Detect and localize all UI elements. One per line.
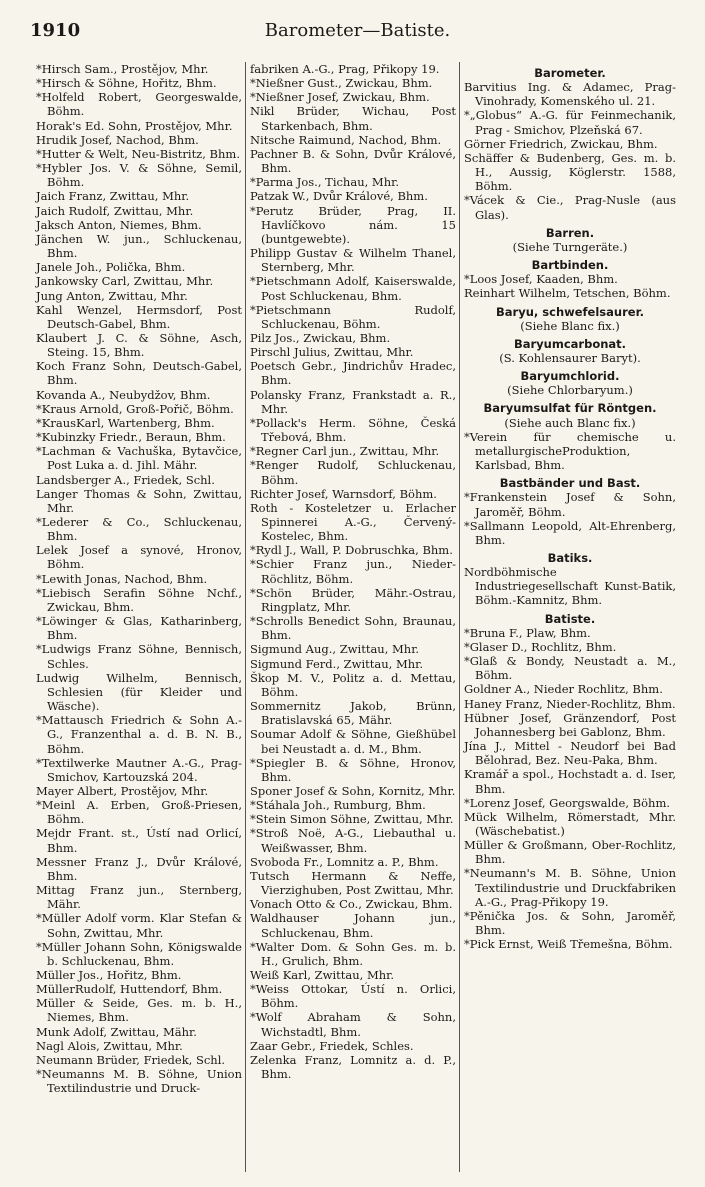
directory-entry: Koch Franz Sohn, Deutsch-Gabel, Bhm.: [36, 359, 242, 388]
column-3: [464, 62, 676, 951]
directory-entry: *KrausKarl, Wartenberg, Bhm.: [36, 415, 215, 430]
directory-entry: *Lewith Jonas, Nachod, Bhm.: [36, 571, 208, 586]
directory-entry: *Pollack's Herm. Söhne, Česká Třebová, Bhm.: [250, 415, 456, 445]
page-number: 1910: [30, 20, 81, 41]
directory-entry: Mejdr Frant. st., Ústí nad Orlicí, Bhm.: [36, 826, 242, 855]
directory-entry: *Regner Carl jun., Zwittau, Mhr.: [250, 444, 440, 459]
page-header: [30, 20, 685, 46]
directory-entry: *Frankenstein Josef & Sohn, Jaroměř, Böhm.: [464, 490, 676, 519]
directory-entry: *Holfeld Robert, Georgeswalde, Böhm.: [36, 90, 242, 119]
directory-entry: Kramář a spol., Hochstadt a. d. Iser, Bhm.: [464, 767, 676, 796]
directory-entry: Langer Thomas & Sohn, Zwittau, Mhr.: [36, 486, 242, 515]
cross-reference: (S. Kohlensaurer Baryt).: [499, 350, 641, 365]
directory-entry: *Lederer & Co., Schluckenau, Bhm.: [36, 515, 242, 544]
directory-entry: *Lorenz Josef, Georgswalde, Böhm.: [464, 795, 671, 810]
column-divider: [459, 62, 460, 1172]
directory-entry: *Kubinzky Friedr., Beraun, Bhm.: [36, 430, 226, 445]
directory-entry: Roth - Kosteletzer u. Erlacher Spinnerei A.-G., Červený-Kostelec, Bhm.: [250, 500, 456, 544]
directory-entry: Haney Franz, Nieder-Rochlitz, Bhm.: [464, 696, 676, 711]
directory-entry: *Pěnička Jos. & Sohn, Jaroměř, Bhm.: [464, 908, 676, 938]
directory-entry: Klaubert J. C. & Söhne, Asch, Steing. 15, Bhm.: [36, 330, 242, 360]
directory-entry: Messner Franz J., Dvůr Králové, Bhm.: [36, 854, 242, 883]
directory-entry: *Ludwigs Franz Söhne, Bennisch, Schles.: [36, 642, 242, 671]
cross-reference: (Siehe Blanc fix.): [520, 318, 620, 333]
directory-entry: Müller Jos., Hořitz, Bhm.: [36, 968, 182, 982]
directory-entry: Soumar Adolf & Söhne, Gießhübel bei Neustadt a. d. M., Bhm.: [250, 727, 456, 756]
directory-entry: *Mattausch Friedrich & Sohn A.-G., Franzenthal a. d. B. N. B., Böhm.: [36, 713, 242, 756]
directory-entry: Sigmund Aug., Zwittau, Mhr.: [250, 642, 420, 657]
directory-entry: Nordböhmische Industriegesellschaft Kunst-Batik, Böhm.-Kamnitz, Bhm.: [464, 565, 676, 608]
directory-entry: MüllerRudolf, Huttendorf, Bhm.: [36, 982, 223, 997]
directory-entry: Mittag Franz jun., Sternberg, Mähr.: [36, 883, 242, 912]
directory-entry: *Glaß & Bondy, Neustadt a. M., Böhm.: [464, 654, 676, 683]
section-heading: Bastbänder und Bast.: [499, 476, 641, 491]
directory-entry: *„Globus“ A.-G. für Feinmechanik, Prag - Smichov, Plzeňská 67.: [464, 108, 676, 137]
section-heading: Baryumsulfat für Röntgen.: [483, 401, 657, 416]
directory-entry: Tutsch Hermann & Neffe, Vierzighuben, Post Zwittau, Mhr.: [250, 868, 456, 898]
directory-entry: Kovanda A., Neubydžov, Bhm.: [36, 387, 211, 402]
section-heading: Baryumcarbonat.: [513, 336, 627, 351]
column-divider: [245, 62, 246, 1172]
section-heading: Baryumchlorid.: [520, 369, 620, 384]
directory-entry: *Hutter & Welt, Neu-Bistritz, Bhm.: [36, 146, 240, 161]
directory-entry: Vonach Otto & Co., Zwickau, Bhm.: [250, 897, 453, 912]
directory-entry: *Hybler Jos. V. & Söhne, Semil, Böhm.: [36, 161, 242, 190]
directory-entry: *Stáhala Joh., Rumburg, Bhm.: [250, 798, 426, 813]
directory-entry: *Liebisch Serafin Söhne Nchf., Zwickau, Bhm.: [36, 585, 242, 614]
directory-entry: *Loos Josef, Kaaden, Bhm.: [464, 272, 618, 287]
section-heading: Baryu, schwefelsaurer.: [496, 304, 644, 319]
directory-entry: Hrudik Josef, Nachod, Bhm.: [36, 132, 199, 147]
directory-entry: *Hirsch Sam., Prostějov, Mhr.: [36, 62, 209, 76]
directory-entry: *Renger Rudolf, Schluckenau, Böhm.: [250, 458, 456, 487]
directory-entry: Richter Josef, Warnsdorf, Böhm.: [250, 486, 437, 501]
directory-entry: Mück Wilhelm, Römerstadt, Mhr. (Wäschebatist.): [464, 809, 676, 838]
directory-entry: *Meinl A. Erben, Groß-Priesen, Böhm.: [36, 798, 242, 827]
section-heading: Batiste.: [544, 611, 596, 626]
directory-entry: *Hirsch & Söhne, Hořitz, Bhm.: [36, 76, 217, 91]
directory-entry: *Löwinger & Glas, Katharinberg, Bhm.: [36, 614, 242, 643]
directory-entry: Zelenka Franz, Lomnitz a. d. P., Bhm.: [250, 1052, 456, 1082]
directory-entry: Jaksch Anton, Niemes, Bhm.: [36, 217, 202, 232]
directory-entry: Kahl Wenzel, Hermsdorf, Post Deutsch-Gabel, Bhm.: [36, 302, 242, 331]
directory-entry: *Neumann's M. B. Söhne, Union Textilindustrie und Druckfabriken A.-G., Prag-Přikopy 19.: [464, 866, 676, 909]
directory-entry: *Spiegler B. & Söhne, Hronov, Bhm.: [250, 755, 456, 784]
directory-entry: *Bruna F., Plaw, Bhm.: [464, 625, 591, 640]
directory-entry: Neumann Brüder, Friedek, Schl.: [36, 1052, 226, 1067]
directory-entry: Jaich Franz, Zwittau, Mhr.: [36, 189, 190, 204]
directory-entry: Nikl Brüder, Wichau, Post Starkenbach, Bhm.: [250, 104, 456, 133]
directory-entry: *Pietschmann Adolf, Kaiserswalde, Post Schluckenau, Bhm.: [250, 274, 456, 303]
directory-entry: *Wolf Abraham & Sohn, Wichstadtl, Bhm.: [250, 1010, 456, 1039]
directory-entry: Patzak W., Dvůr Králové, Bhm.: [250, 189, 428, 204]
directory-entry: Sommernitz Jakob, Brünn, Bratislavská 65, Mähr.: [250, 699, 456, 728]
running-title: Barometer—Batiste.: [264, 20, 451, 41]
directory-entry: Mayer Albert, Prostějov, Mhr.: [36, 783, 209, 798]
directory-entry: Horak's Ed. Sohn, Prostějov, Mhr.: [36, 118, 233, 133]
directory-entry: Jankowsky Carl, Zwittau, Mhr.: [36, 274, 214, 289]
directory-entry: *Schrolls Benedict Sohn, Braunau, Bhm.: [250, 614, 456, 643]
directory-entry: Škop M. V., Politz a. d. Mettau, Böhm.: [250, 670, 456, 699]
directory-entry: *Neumanns M. B. Söhne, Union Textilindustrie und Druck-: [36, 1067, 242, 1096]
directory-entry: *Nießner Josef, Zwickau, Bhm.: [250, 90, 430, 105]
directory-entry: Jína J., Mittel - Neudorf bei Bad Bělohrad, Bez. Neu-Paka, Bhm.: [464, 739, 676, 768]
directory-entry: Müller & Großmann, Ober-Rochlitz, Bhm.: [464, 838, 676, 867]
directory-entry: *Textilwerke Mautner A.-G., Prag-Smichov, Kartouzská 204.: [36, 755, 242, 784]
directory-entry: Janele Joh., Polička, Bhm.: [36, 260, 186, 275]
directory-entry: *Parma Jos., Tichau, Mhr.: [250, 175, 399, 190]
directory-entry: Poetsch Gebr., Jindrichův Hradec, Bhm.: [250, 359, 456, 388]
directory-entry: Lelek Josef a synové, Hronov, Böhm.: [36, 543, 242, 572]
directory-entry: Hübner Josef, Gränzendorf, Post Johannesberg bei Gablonz, Bhm.: [464, 710, 676, 739]
directory-entry: *Glaser D., Rochlitz, Bhm.: [464, 639, 617, 654]
directory-entry: *Sallmann Leopold, Alt-Ehrenberg, Bhm.: [464, 518, 676, 547]
directory-entry: *Kraus Arnold, Groß-Pořič, Böhm.: [36, 401, 234, 416]
directory-entry: *Pietschmann Rudolf, Schluckenau, Böhm.: [250, 302, 456, 331]
directory-entry: *Pick Ernst, Weiß Třemešna, Böhm.: [464, 937, 673, 952]
directory-entry: *Vácek & Cie., Prag-Nusle (aus Glas).: [464, 193, 676, 222]
directory-entry: *Perutz Brüder, Prag, II. Havlíčkovo nám. 15 (buntgewebte).: [250, 203, 456, 246]
directory-entry: *Schön Brüder, Mähr.-Ostrau, Ringplatz, Mhr.: [250, 585, 456, 614]
directory-entry: *Verein für chemische u. metallurgischeProduktion, Karlsbad, Bhm.: [464, 429, 676, 473]
directory-entry: Jänchen W. jun., Schluckenau, Bhm.: [36, 231, 242, 261]
directory-entry: *Stein Simon Söhne, Zwittau, Mhr.: [250, 812, 454, 827]
section-heading: Bartbinden.: [531, 258, 609, 273]
directory-entry: Landsberger A., Friedek, Schl.: [36, 472, 215, 487]
directory-entry: *Weiss Ottokar, Ústí n. Orlici, Böhm.: [250, 982, 456, 1011]
directory-entry: Nitsche Raimund, Nachod, Bhm.: [250, 132, 442, 147]
directory-entry: fabriken A.-G., Prag, Přikopy 19.: [250, 62, 440, 76]
cross-reference: (Siehe Turngeräte.): [512, 239, 628, 254]
directory-entry: Pachner B. & Sohn, Dvůr Králové, Bhm.: [250, 146, 456, 176]
directory-entry: Barvitius Ing. & Adamec, Prag-Vinohrady, Komenského ul. 21.: [464, 80, 676, 109]
directory-entry: Goldner A., Nieder Rochlitz, Bhm.: [464, 682, 663, 697]
directory-entry: *Schier Franz jun., Nieder-Röchlitz, Böhm.: [250, 557, 456, 586]
directory-entry: Philipp Gustav & Wilhelm Thanel, Sternberg, Mhr.: [250, 246, 456, 275]
directory-entry: Jung Anton, Zwittau, Mhr.: [36, 288, 188, 303]
directory-entry: *Nießner Gust., Zwickau, Bhm.: [250, 76, 433, 91]
directory-entry: Sigmund Ferd., Zwittau, Mhr.: [250, 656, 424, 671]
directory-entry: *Müller Adolf vorm. Klar Stefan & Sohn, Zwittau, Mhr.: [36, 911, 242, 940]
directory-entry: Pirschl Julius, Zwittau, Mhr.: [250, 345, 414, 360]
directory-entry: Svoboda Fr., Lomnitz a. P., Bhm.: [250, 854, 439, 869]
directory-entry: Görner Friedrich, Zwickau, Bhm.: [464, 136, 658, 151]
directory-entry: *Stroß Noë, A-G., Liebauthal u. Weißwasser, Bhm.: [250, 826, 456, 855]
directory-entry: *Lachman & Vachuška, Bytavčice, Post Luka a. d. Jihl. Mähr.: [36, 444, 242, 473]
directory-entry: Schäffer & Budenberg, Ges. m. b. H., Aussig, Köglerstr. 1588, Böhm.: [464, 150, 676, 194]
cross-reference: (Siehe Chlorbaryum.): [507, 383, 633, 398]
directory-entry: Jaich Rudolf, Zwittau, Mhr.: [36, 203, 194, 218]
directory-entry: *Rydl J., Wall, P. Dobruschka, Bhm.: [250, 543, 453, 558]
directory-entry: Ludwig Wilhelm, Bennisch, Schlesien (für Kleider und Wäsche).: [36, 670, 242, 714]
directory-entry: Reinhart Wilhelm, Tetschen, Böhm.: [464, 286, 671, 301]
section-heading: Barometer.: [534, 66, 606, 80]
directory-entry: Weiß Karl, Zwittau, Mhr.: [250, 968, 395, 982]
directory-entry: Müller & Seide, Ges. m. b. H., Niemes, Bhm.: [36, 996, 242, 1025]
section-heading: Barren.: [545, 225, 595, 240]
directory-entry: Pilz Jos., Zwickau, Bhm.: [250, 330, 391, 345]
column-1: [36, 62, 242, 1095]
directory-entry: *Walter Dom. & Sohn Ges. m. b. H., Grulich, Bhm.: [250, 939, 456, 968]
directory-entry: Sponer Josef & Sohn, Kornitz, Mhr.: [250, 783, 456, 798]
directory-entry: Waldhauser Johann jun., Schluckenau, Bhm.: [250, 911, 456, 940]
directory-entry: Polansky Franz, Frankstadt a. R., Mhr.: [250, 387, 456, 416]
directory-entry: *Müller Johann Sohn, Königswalde b. Schluckenau, Bhm.: [36, 939, 242, 968]
column-2: [250, 62, 456, 1081]
cross-reference: (Siehe auch Blanc fix.): [504, 415, 636, 430]
section-heading: Batiks.: [547, 551, 593, 565]
directory-entry: Zaar Gebr., Friedek, Schles.: [250, 1038, 414, 1053]
directory-entry: Munk Adolf, Zwittau, Mähr.: [36, 1024, 197, 1039]
directory-entry: Nagl Alois, Zwittau, Mhr.: [36, 1038, 183, 1053]
